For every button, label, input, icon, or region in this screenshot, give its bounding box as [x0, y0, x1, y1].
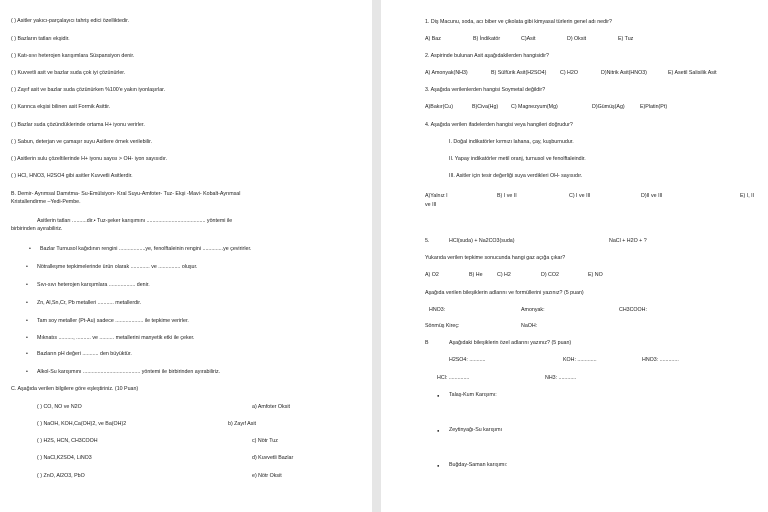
- nh3-blank: NH3: ............: [545, 375, 577, 381]
- fill-blank-bullet: • Bazlar Turnusol kağıdının rengini ..................ye, fenolftaleinin rengini ..............ye çevirirler.: [40, 246, 251, 253]
- q4-option-cont: ve III: [425, 202, 437, 208]
- q1-text: 1. Diş Macunu, soda, acı biber ve çikolata gibi kimyasal türlerin genel adı nedir?: [425, 19, 612, 25]
- match-answer: a) Amfoter Oksit: [252, 404, 290, 410]
- q1-option: D) Oksit: [567, 36, 587, 42]
- tf-item: ( ) Karınca ekşisi bilinen asit Formik Asittir.: [11, 104, 111, 110]
- fill-blank-bullet: • Nötralleşme tepkimelerinde ürün olarak ............. ve ............... oluşur.: [37, 264, 197, 271]
- fill-blank-1: Asitlerin tatları ..........dir.• Tuz-şeker karışımını ........................................ yöntemi ile: [37, 218, 233, 224]
- q3-option: D)Gümüş(Ag): [592, 104, 625, 110]
- tf-item: ( ) Asitlerin sulu çözeltilerinde H+ iyonu sayısı > OH- iyon sayısıdır.: [11, 156, 168, 162]
- q5-number: 5.: [425, 238, 430, 244]
- q2-option: C) H2O: [560, 70, 578, 76]
- mixture-item: ● Buğday-Saman karışımı:: [449, 462, 507, 469]
- q5-reactants: HCl(suda) + Na2CO3(suda): [449, 238, 515, 244]
- match-answer: d) Kuvvetli Bazlar: [252, 455, 294, 461]
- tf-item: ( ) Bazların tatları ekşidir.: [11, 36, 70, 42]
- match-item: ( ) NaCl,K2SO4, LiNO3: [37, 455, 92, 461]
- q4-option: E) I, II: [740, 193, 755, 199]
- section-b-question: Aşağıdaki bileşiklerin özel adlarını yazınız? (5 puan): [449, 340, 572, 346]
- q4-statement: II. Yapay indikatörler metil oranj, turnusol ve fenolftaleindir.: [449, 156, 586, 162]
- q5-products: NaCl + H2O + ?: [609, 238, 647, 244]
- tf-item: ( ) Sabun, deterjan ve çamaşır suyu Asitlere örnek verilebilir.: [11, 139, 153, 145]
- mixture-item: ● Zeytinyağı-Su karışımı: [449, 427, 502, 434]
- q3-option: B)Civa(Hg): [472, 104, 499, 110]
- q4-option: D)II ve III: [641, 193, 663, 199]
- hcl-blank: HCl: ..............: [437, 375, 470, 381]
- q4-statement: I. Doğal indikatörler kırmızı lahana, çay, kuşburnudur.: [449, 139, 574, 145]
- match-item: ( ) CO, NO ve N2O: [37, 404, 82, 410]
- q1-option: B) İndikatör: [473, 36, 501, 42]
- section-b-label: B: [425, 340, 429, 346]
- q5-option: D) CO2: [541, 272, 559, 278]
- right-page: [381, 0, 768, 512]
- tf-item: ( ) Asitler yakıcı-parçalayıcı tahriş edici özelliktedir.: [11, 18, 130, 24]
- q4-option: A)Yalnız I: [425, 193, 448, 199]
- q3-option: E)Platin(Pt): [640, 104, 668, 110]
- h2so4-blank: H2SO4: ...........: [449, 357, 486, 363]
- tf-item: ( ) Bazlar suda çözündüklerinde ortama H+ iyonu verirler.: [11, 122, 145, 128]
- q5-option: E) NO: [588, 272, 603, 278]
- names-question: Aşağıda verilen bileşiklerin adlarını ve formüllerini yazınız? (5 puan): [425, 290, 584, 296]
- q4-option: B) I ve II: [497, 193, 517, 199]
- tf-item: ( ) HCl, HNO3, H2SO4 gibi asitler Kuvvetli Asitlerdir.: [11, 173, 133, 179]
- match-answer: c) Nötr Tuz: [252, 438, 278, 444]
- q1-option: E) Tuz: [618, 36, 634, 42]
- match-answer: b) Zayıf Asit: [228, 421, 256, 427]
- q2-option: E) Asetil Salisilik Asit: [668, 70, 717, 76]
- fill-blank-1-cont: birbirinden ayırabiliriz.: [11, 226, 63, 232]
- q2-option: D)Nitrik Asit(HNO3): [601, 70, 647, 76]
- naoh-label: NaOH:: [521, 323, 538, 329]
- q3-option: C) Magnezyum(Mg): [511, 104, 558, 110]
- q4-option: C) I ve III: [569, 193, 591, 199]
- fill-blank-bullet: • Tam soy metaller (Pt-Au) sadece ................... ile tepkime verirler.: [37, 318, 189, 325]
- match-item: ( ) NaOH, KOH,Ca(OH)2, ve Ba(OH)2: [37, 421, 127, 427]
- q4-text: 4. Aşağıda verilen ifadelerden hangisi veya hangileri doğrudur?: [425, 122, 573, 128]
- fill-blank-bullet: • Sıvı-sıvı heterojen karışımlara .................. denir.: [37, 282, 150, 289]
- q5-text: Yukarıda verilen tepkime sonucunda hangi gaz açığa çıkar?: [425, 255, 566, 261]
- ch3cooh-label: CH3COOH:: [619, 307, 647, 313]
- fill-blank-bullet: • Zn, Al,Sn,Cr, Pb metalleri ........... metallerdir.: [37, 300, 141, 307]
- left-page: [0, 0, 372, 512]
- section-c-title: C. Aşağıda verilen bilgilere göre eşleştiriniz. (10 Puan): [11, 386, 139, 392]
- q5-option: C) H2: [497, 272, 511, 278]
- amonyak-label: Amonyak:: [521, 307, 545, 313]
- q3-option: A)Bakır(Cu): [425, 104, 453, 110]
- fill-blank-bullet: • Mıknatıs .........., .......... ve .......... metallerini manyetik etki ile çeker.: [37, 335, 194, 342]
- tf-item: ( ) Kuvvetli asit ve bazlar suda çok iyi çözünürler.: [11, 70, 126, 76]
- mixture-item: ● Talaş-Kum Karışımı:: [449, 392, 497, 399]
- fill-blank-bullet: • Bazların pH değeri ........... den büyüktür.: [37, 351, 132, 358]
- q4-statement: III. Asitler için tesir değerliği suya verdikleri OH- sayısıdır.: [449, 173, 583, 179]
- match-item: ( ) ZnO, Al2O3, PbO: [37, 473, 85, 479]
- q1-option: C)Asit: [521, 36, 536, 42]
- sonmus-kirec-label: Sönmüş Kireç:: [425, 323, 460, 329]
- q2-option: B) Sülfürik Asit(H2SO4): [491, 70, 547, 76]
- koh-blank: KOH: .............: [563, 357, 597, 363]
- q5-option: A) O2: [425, 272, 439, 278]
- q2-text: 2. Aspirinde bulunan Asit aşağıdakilerden hangisidir?: [425, 53, 549, 59]
- tf-item: ( ) Katı-sıvı heterojen karışımlara Süspansiyon denir.: [11, 53, 135, 59]
- q2-option: A) Amonyak(NH3): [425, 70, 468, 76]
- q3-text: 3. Aşağıda verilenlerden hangisi Soymetal değildir?: [425, 87, 546, 93]
- section-b-words: B. Demir- Ayrımsal Damıtma- Su-Emülsiyon- Kral Suyu-Amfoter- Tuz- Ekşi -Mavi- Kobalt-Ayrımsal: [11, 191, 241, 197]
- q5-option: B) He: [469, 272, 483, 278]
- section-b-words-cont: Kristallendirme –Yedi-Pembe.: [11, 199, 81, 205]
- match-answer: e) Nötr Oksit: [252, 473, 282, 479]
- hno3-blank: HNO3: .............: [642, 357, 679, 363]
- fill-blank-bullet: • Alkol-Su karışımını ....................................... yöntemi ile birbirinden ayırabiliriz.: [37, 369, 220, 376]
- match-item: ( ) H2S, HCN, CH3COOH: [37, 438, 98, 444]
- tf-item: ( ) Zayıf asit ve bazlar suda çözünürken %100'e yakın iyonlaşırlar.: [11, 87, 166, 93]
- q1-option: A) Baz: [425, 36, 441, 42]
- hno3-label: HNO3:: [429, 307, 446, 313]
